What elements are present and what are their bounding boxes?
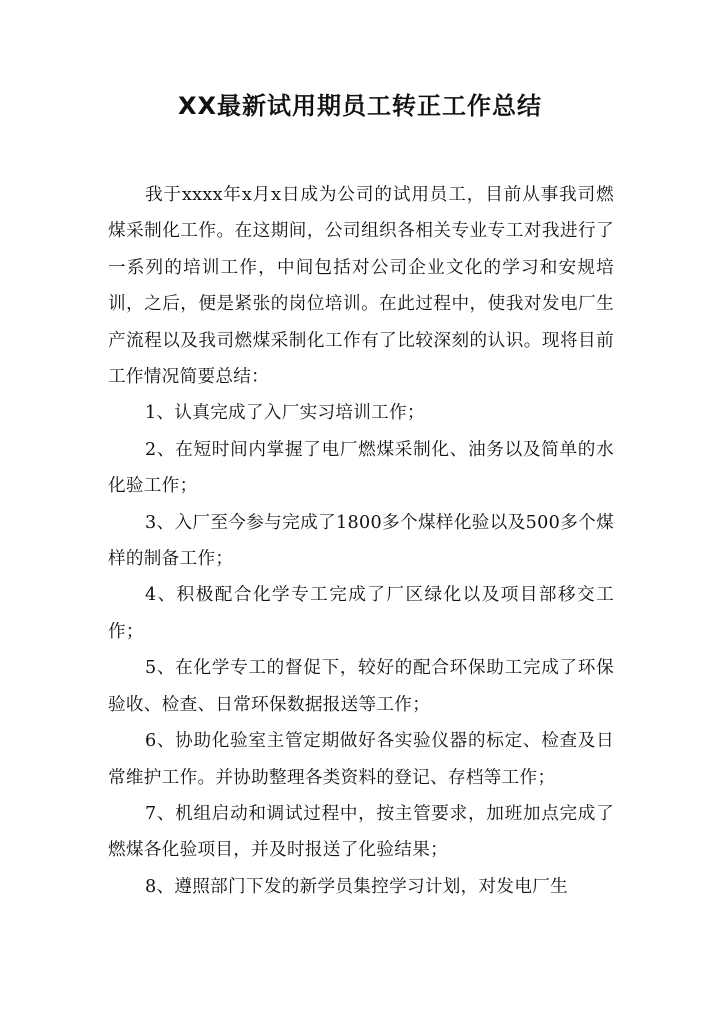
list-item-1: 1、认真完成了入厂实习培训工作； [144,403,425,424]
document-body [108,177,614,905]
list-item-5: 5、在化学专工的督促下，较好的配合环保助工完成了环保验收、检查、日常环保数据报送等工作； [108,658,614,715]
document-title: XX最新试用期员工转正工作总结 [177,92,542,120]
list-item-2: 2、在短时间内掌握了电厂燃煤采制化、油务以及简单的水化验工作； [108,439,614,497]
list-item-3: 3、入厂至今参与完成了1800多个煤样化验以及500多个煤样的制备工作； [108,512,614,570]
intro-paragraph: 我于xxxx年x月x日成为公司的试用员工，目前从事我司燃煤采制化工作。在这期间，公司组织各相关专业专工对我进行了一系列的培训工作，中间包括对公司企业文化的学习和安规培训，之后，便是紧张的岗位培训。在此过程中，使我对发电厂生产流程以及我司燃煤采制化工作有了比较深刻的认识。现将目前工作情况简要总结： [108,185,614,388]
list-item-7: 7、机组启动和调试过程中，按主管要求，加班加点完成了燃煤各化验项目，并及时报送了化验结果； [108,803,614,861]
list-item-8: 8、遵照部门下发的新学员集控学习计划，对发电厂生 [144,876,569,897]
list-item-6: 6、协助化验室主管定期做好各实验仪器的标定、检查及日常维护工作。并协助整理各类资料的登记、存档等工作； [108,731,614,788]
list-item-4: 4、积极配合化学专工完成了厂区绿化以及项目部移交工作； [108,585,614,642]
